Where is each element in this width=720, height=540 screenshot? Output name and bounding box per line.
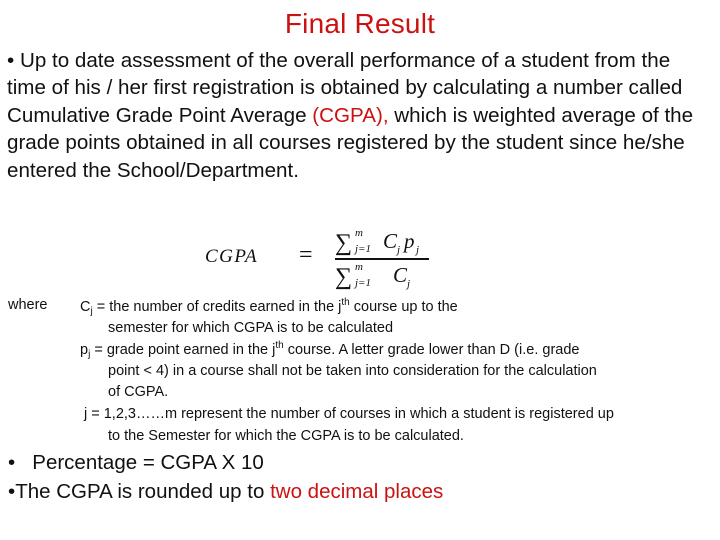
pj-text-a: = grade point earned in the j [90,342,276,358]
where-label: where [8,297,48,313]
formula-equals: = [299,242,313,268]
pj-var: p [80,342,89,358]
page-title: Final Result [284,8,436,39]
numerator-term2-sub: j [416,244,420,256]
cj-var-sub: j [90,306,93,317]
intro-bullet: • [7,49,15,72]
cj-sup: th [341,297,350,308]
cj-var: C [80,299,91,315]
numerator-term1: C [383,229,398,253]
denominator-term-sub: j [407,278,411,290]
def-cj-line1 [80,297,458,319]
numerator-sigma: ∑ [335,230,353,256]
intro-text-before: Up to date assessment of the overall performance of a student from the time of his / her first registration is obtained by calculating a number called Cumulative Grade Point Average [7,49,683,127]
cgpa-formula [205,222,465,290]
cj-text-a: = the number of credits earned in the j [92,299,342,315]
def-cj-line2: semester for which CGPA is to be calculated [108,320,394,336]
percentage-bullet: • [8,451,16,474]
denominator-upper: m [355,261,363,273]
def-pj-line2: point < 4) in a course shall not be taken into consideration for the calculation [108,363,597,379]
numerator-term1-sub: j [397,244,401,256]
pj-text-b: course. A letter grade lower than D (i.e. grade [283,342,580,358]
def-pj-line3: of CGPA. [108,384,169,400]
numerator-lower: j=1 [355,243,371,255]
formula-lhs: CGPA [205,246,259,267]
rounding-bullet-item [8,480,443,504]
cgpa-term: (CGPA), [312,103,389,127]
denominator-sigma: ∑ [335,264,353,290]
percentage-text: Percentage = CGPA X 10 [32,451,264,474]
percentage-bullet-item [8,451,264,475]
cj-text-b: course up to the [349,299,458,315]
rounding-bullet: • [8,480,16,503]
numerator-term2: p [404,229,415,253]
def-j-line1: j = 1,2,3……m represent the number of courses in which a student is registered up [84,406,614,422]
rounding-text: The CGPA is rounded up to [15,480,265,503]
rounding-highlight: two decimal places [270,480,444,503]
pj-sup: th [275,340,284,351]
intro-text-after: which is weighted average of the grade points obtained in all courses registered by the student since he/she entered the School/Department. [7,103,694,182]
denominator-term: C [393,263,408,287]
intro-paragraph [7,47,707,184]
cgpa-formula-graphic [205,222,465,290]
numerator-upper: m [355,227,363,239]
pj-var-sub: j [88,349,91,360]
def-pj-line1 [80,340,579,362]
def-j-line2: to the Semester for which the CGPA is to be calculated. [108,428,464,444]
denominator-lower: j=1 [355,277,371,289]
